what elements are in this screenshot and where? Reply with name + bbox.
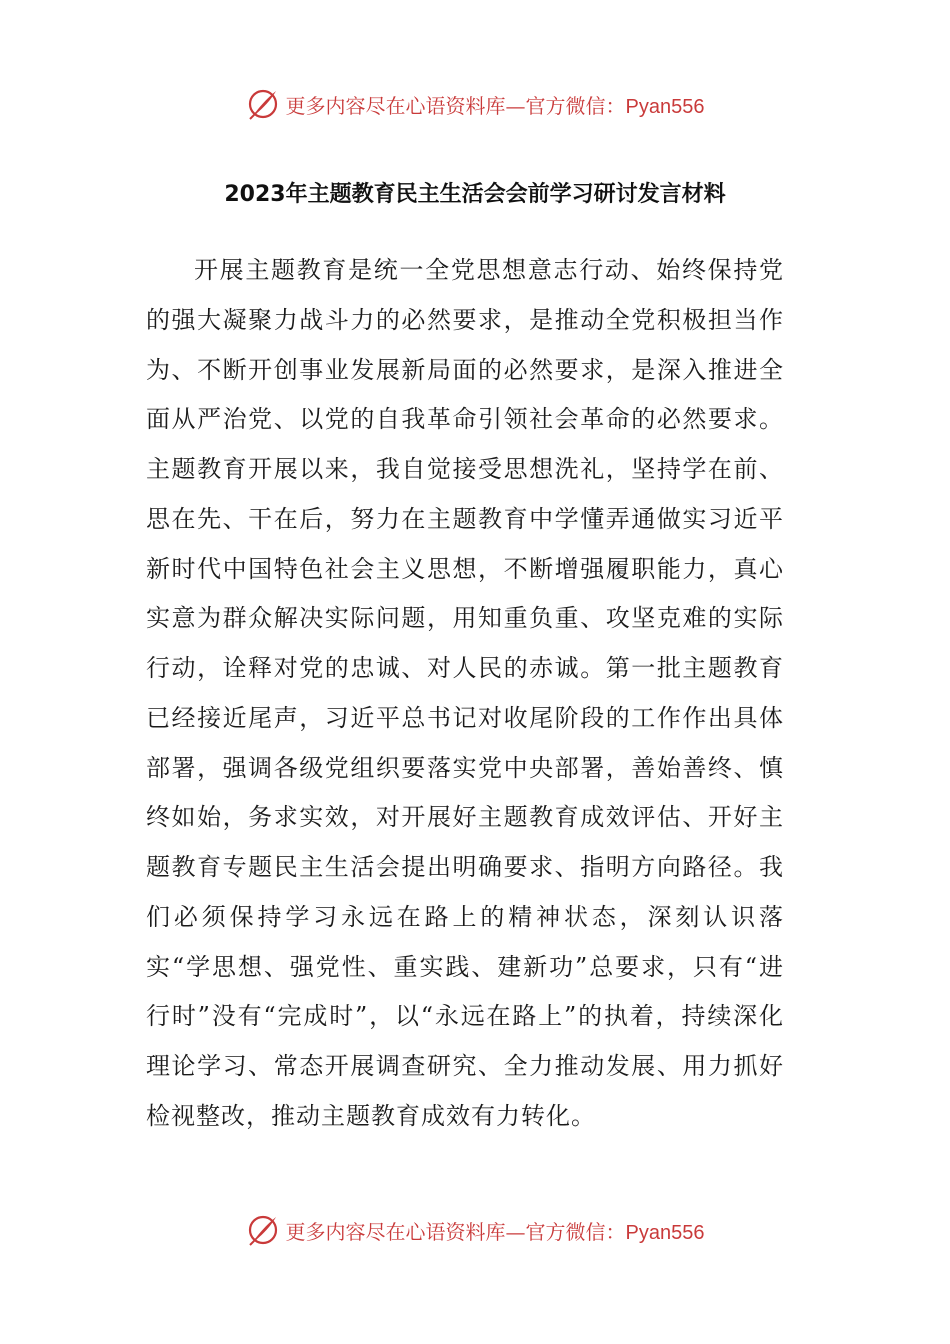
watermark-dash: — bbox=[505, 93, 526, 118]
watermark-wechat-id: Pyan556 bbox=[625, 95, 705, 118]
watermark-site-text: 更多内容尽在心语资料库 bbox=[285, 1219, 506, 1244]
watermark-text bbox=[286, 90, 705, 119]
document-body-paragraph: 开展主题教育是统一全党思想意志行动、始终保持党的强大凝聚力战斗力的必然要求，是推动全党积极担当作为、不断开创事业发展新局面的必然要求，是深入推进全面从严治党、以党的自我革命引领社会革命的必然要求。主题教育开展以来，我自觉接受思想洗礼，坚持学在前、思在先、干在后，努力在主题教育中学懂弄通做实习近平新时代中国特色社会主义思想，不断增强履职能力，真心实意为群众解决实际问题，用知重负重、攻坚克难的实际行动，诠释对党的忠诚、对人民的赤诚。第一批主题教育已经接近尾声，习近平总书记对收尾阶段的工作作出具体部署，强调各级党组织要落实党中央部署，善始善终、慎终如始，务求实效，对开展好主题教育成效评估、开好主题教育专题民主生活会提出明确要求、指明方向路径。我们必须保持学习永远在路上的精神状态，深刻认识落实“学思想、强党性、重实践、建新功”总要求，只有“进行时”没有“完成时”，以“永远在路上”的执着，持续深化理论学习、常态开展调查研究、全力推动发展、用力抓好检视整改，推动主题教育成效有力转化。 bbox=[146, 256, 784, 1130]
watermark-wechat-label: 官方微信： bbox=[525, 1219, 626, 1244]
quill-pen-logo-icon bbox=[246, 1213, 280, 1247]
quill-pen-logo-icon bbox=[246, 87, 280, 121]
footer-watermark bbox=[0, 1210, 950, 1250]
watermark-site-text: 更多内容尽在心语资料库 bbox=[285, 93, 506, 118]
watermark-wechat-id: Pyan556 bbox=[625, 1221, 705, 1244]
watermark-text bbox=[286, 1216, 705, 1245]
header-watermark bbox=[0, 84, 950, 124]
watermark-dash: — bbox=[505, 1219, 526, 1244]
document-title: 2023年主题教育民主生活会会前学习研讨发言材料 bbox=[224, 182, 726, 207]
watermark-wechat-label: 官方微信： bbox=[525, 93, 626, 118]
